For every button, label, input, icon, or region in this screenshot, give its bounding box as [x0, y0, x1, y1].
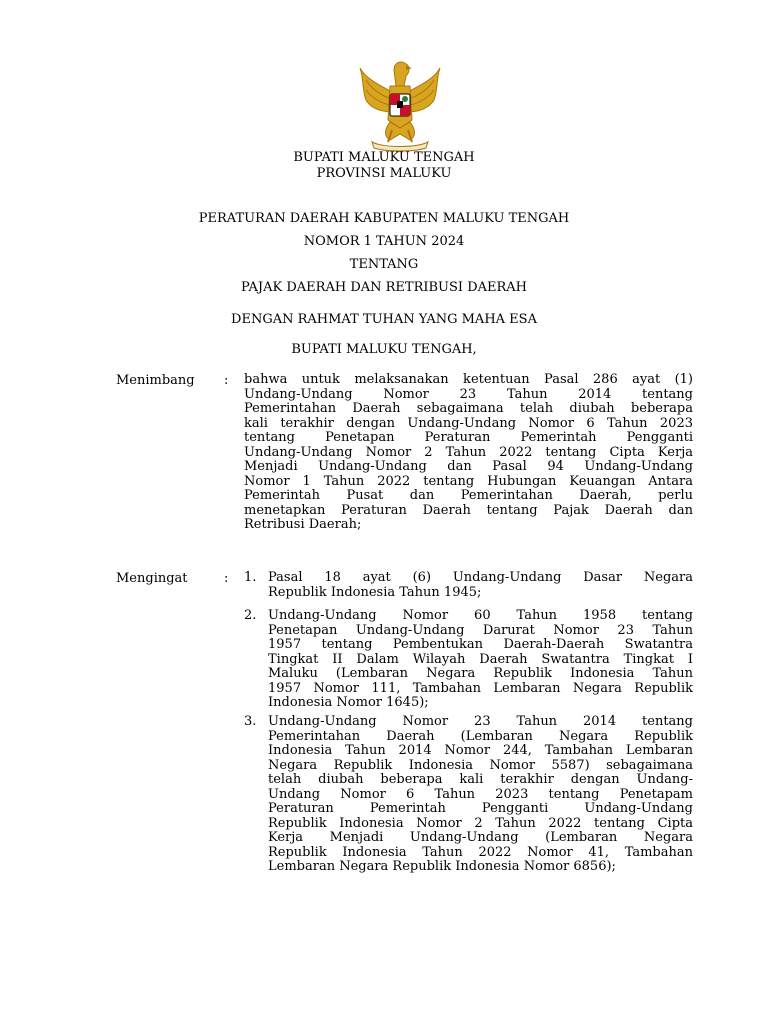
regulation-title: PERATURAN DAERAH KABUPATEN MALUKU TENGAH [198, 211, 570, 226]
mengingat-line: Indonesia Nomor 1645); [268, 696, 429, 710]
mengingat-line: 1957 tentang Pembentukan Daerah-Daerah Swatantra [268, 638, 693, 652]
menimbang-line: bahwa untuk melaksanakan ketentuan Pasal 286 ayat (1) [244, 373, 693, 387]
menimbang-line: kali terakhir dengan Undang-Undang Nomor 6 Tahun 2023 [244, 416, 693, 431]
mengingat-item-number: 2. [244, 608, 257, 623]
menimbang-line: tentang Penetapan Peraturan Pemerintah Pengganti [244, 431, 693, 445]
mengingat-line: Indonesia Tahun 2014 Nomor 244, Tambahan Lembaran [268, 744, 693, 758]
mengingat-line: Negara Republik Indonesia Nomor 5587) sebagaimana [268, 758, 693, 773]
mengingat-line: Undang-Undang Nomor 23 Tahun 2014 tentang [268, 715, 693, 729]
mengingat-line: Pasal 18 ayat (6) Undang-Undang Dasar Negara [268, 571, 693, 585]
menimbang-line: Menjadi Undang-Undang dan Pasal 94 Undang-Undang [244, 460, 693, 474]
mengingat-line: Peraturan Pemerintah Pengganti Undang-Undang [268, 802, 693, 816]
mengingat-line: Lembaran Negara Republik Indonesia Nomor 6856); [268, 860, 616, 874]
mengingat-line: Republik Indonesia Nomor 2 Tahun 2022 tentang Cipta [268, 816, 693, 831]
regulation-number: NOMOR 1 TAHUN 2024 [303, 234, 465, 249]
menimbang-line: Retribusi Daerah; [244, 518, 362, 532]
mengingat-label: Mengingat [116, 571, 188, 586]
garuda-emblem-icon [354, 56, 446, 152]
menimbang-label: Menimbang [116, 373, 195, 388]
mengingat-line: Undang-Undang Nomor 60 Tahun 1958 tentang [268, 609, 693, 623]
mengingat-line: Tingkat II Dalam Wilayah Daerah Swatantra Tingkat I [268, 652, 693, 667]
mengingat-item-number: 1. [244, 570, 257, 585]
mengingat-item-number: 3. [244, 714, 257, 729]
mengingat-item-2 [268, 609, 693, 711]
mengingat-line: 1957 Nomor 111, Tambahan Lembaran Negara Republik [268, 681, 693, 696]
mengingat-item-3 [268, 715, 693, 875]
header-line-2: PROVINSI MALUKU [316, 166, 452, 181]
preamble-blessing: DENGAN RAHMAT TUHAN YANG MAHA ESA [231, 312, 537, 327]
mengingat-item-1 [268, 571, 693, 600]
mengingat-line: Republik Indonesia Tahun 2022 Nomor 41, Tambahan [268, 845, 693, 860]
menimbang-paragraph [244, 373, 693, 533]
menimbang-colon: : [224, 373, 229, 388]
menimbang-line: Undang-Undang Nomor 2 Tahun 2022 tentang Cipta Kerja [244, 445, 693, 460]
mengingat-line: Undang Nomor 6 Tahun 2023 tentang Penetapam [268, 787, 693, 802]
mengingat-line: telah diubah beberapa kali terakhir dengan Undang- [268, 773, 693, 787]
mengingat-line: Maluku (Lembaran Negara Republik Indonesia Tahun [268, 667, 693, 681]
menimbang-line: menetapkan Peraturan Daerah tentang Pajak Daerah dan [244, 503, 693, 518]
mengingat-line: Penetapan Undang-Undang Darurat Nomor 23 Tahun [268, 623, 693, 638]
mengingat-colon: : [224, 571, 229, 586]
menimbang-line: Nomor 1 Tahun 2022 tentang Hubungan Keuangan Antara [244, 474, 693, 489]
header-line-1: BUPATI MALUKU TENGAH [293, 150, 475, 165]
menimbang-line: Pemerintahan Daerah sebagaimana telah diubah beberapa [244, 402, 693, 416]
mengingat-line: Pemerintahan Daerah (Lembaran Negara Republik [268, 729, 693, 744]
mengingat-line: Kerja Menjadi Undang-Undang (Lembaran Negara [268, 831, 693, 845]
menimbang-line: Pemerintah Pusat dan Pemerintahan Daerah, perlu [244, 489, 693, 503]
preamble-regent: BUPATI MALUKU TENGAH, [291, 342, 477, 357]
mengingat-line: Republik Indonesia Tahun 1945; [268, 585, 482, 600]
menimbang-line: Undang-Undang Nomor 23 Tahun 2014 tentang [244, 387, 693, 402]
regulation-subject: PAJAK DAERAH DAN RETRIBUSI DAERAH [240, 280, 528, 295]
regulation-about-label: TENTANG [349, 257, 419, 272]
